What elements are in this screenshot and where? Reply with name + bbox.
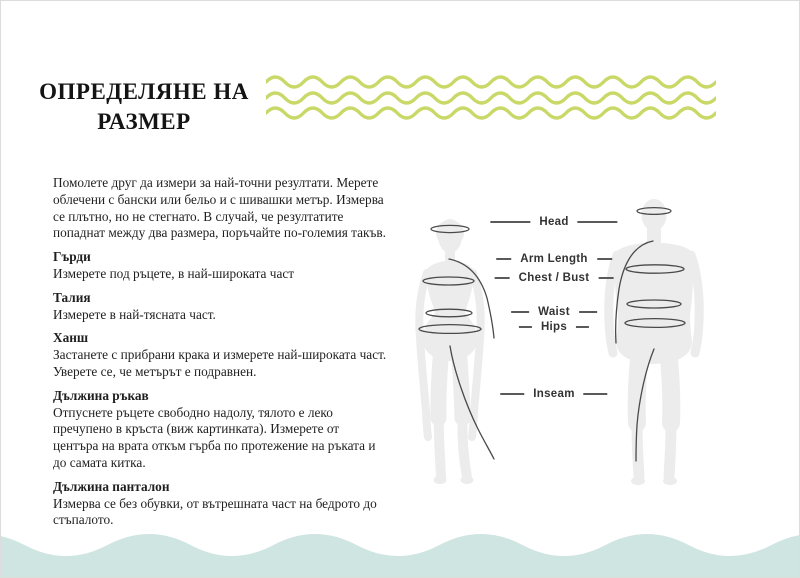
section-body: Измерете под ръцете, в най-широката част xyxy=(53,265,295,281)
label-arm-length-text: Arm Length xyxy=(520,253,588,265)
section-heading: Гърди xyxy=(53,249,91,265)
section-body: Отпуснете ръцете свободно надолу, тялото е леко пречупено в кръста (виж картинката). Измерете от центъра на врата откъм гърба по протежение на ръката и до самата китка. xyxy=(53,404,376,470)
section-heading: Ханш xyxy=(53,330,89,346)
label-head-text: Head xyxy=(539,216,569,228)
measuring-instructions xyxy=(53,175,387,529)
dash-line xyxy=(597,258,612,260)
dash-line xyxy=(511,311,529,313)
silhouettes-graphic xyxy=(411,193,731,503)
squiggle-decoration-icon xyxy=(266,74,716,120)
label-waist-text: Waist xyxy=(538,306,570,318)
section-chest xyxy=(53,249,387,283)
dash-line xyxy=(500,393,524,395)
label-waist xyxy=(511,306,597,318)
footer-wave-shape xyxy=(1,534,800,577)
label-arm-length xyxy=(496,253,612,265)
section-sleeve-length xyxy=(53,388,387,472)
dash-line xyxy=(598,277,613,279)
label-chest-bust xyxy=(495,272,614,284)
footer-wave-decoration xyxy=(1,504,800,577)
dash-line xyxy=(519,326,532,328)
label-chest-bust-text: Chest / Bust xyxy=(518,272,590,284)
label-inseam-text: Inseam xyxy=(533,388,575,400)
male-silhouette xyxy=(609,199,699,485)
page-title xyxy=(39,77,249,137)
section-heading: Дължина панталон xyxy=(53,478,170,494)
section-hips xyxy=(53,330,387,380)
section-heading: Талия xyxy=(53,289,91,305)
squiggle-lines xyxy=(266,77,716,118)
label-head xyxy=(490,216,617,228)
intro-paragraph: Помолете друг да измери за най-точни резултати. Мерете облечени с бански или бельо и с шивашки метър. Измерва се плътно, но не стегнато. В случай, че резултатите попаднат между два размера, поръчайте по-големия такъв. xyxy=(53,175,386,241)
dash-line xyxy=(496,258,511,260)
label-hips-text: Hips xyxy=(540,321,568,333)
dash-line xyxy=(584,393,608,395)
section-body: Застанете с прибрани крака и измерете най-широката част. Уверете се, че метърът е подравнен. xyxy=(53,347,387,379)
section-heading: Дължина ръкав xyxy=(53,387,149,403)
body-measurement-diagram xyxy=(411,193,731,503)
label-inseam xyxy=(500,388,607,400)
dash-line xyxy=(579,311,597,313)
section-body: Измерва се без обувки, от вътрешната част на бедрото до стъпалото. xyxy=(53,495,377,528)
dash-line xyxy=(495,277,510,279)
page-title-line1: ОПРЕДЕЛЯНЕ НА xyxy=(39,79,249,104)
section-waist xyxy=(53,290,387,324)
dash-line xyxy=(578,221,618,223)
dash-line xyxy=(490,221,530,223)
dash-line xyxy=(576,326,589,328)
section-body: Измерете в най-тясната част. xyxy=(53,306,216,322)
page-title-line2: РАЗМЕР xyxy=(97,109,191,134)
label-hips xyxy=(519,321,589,333)
